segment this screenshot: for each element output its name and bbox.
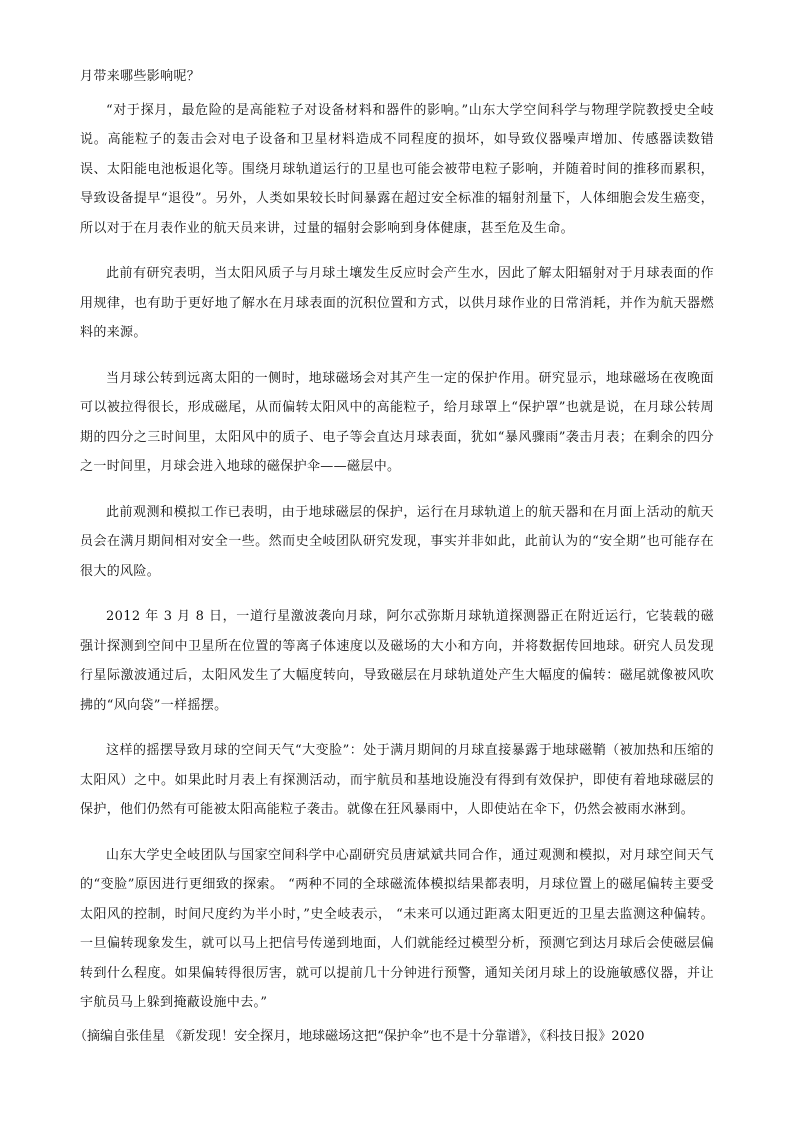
article-body [74, 62, 714, 1051]
paragraph-magnetosphere-protection: 当月球公转到远离太阳的一侧时，地球磁场会对其产生一定的保护作用。研究显示，地球磁场在夜晚面可以被拉得很长，形成磁尾，从而偏转太阳风中的高能粒子，给月球罩上“保护罩”也就是说，在月球公转周期的四分之三时间里，太阳风中的质子、电子等会直达月球表面，犹如“暴风骤雨”袭击月表；在剩余的四分之一时间里，月球会进入地球的磁保护伞——磁层中。 [80, 370, 714, 474]
paragraph-continuation: 月带来哪些影响呢？ [80, 69, 201, 84]
source-citation: （摘编自张佳星 《新发现！安全探月，地球磁场这把“保护伞”也不是十分靠谱》，《科技日报》2020 [74, 1028, 645, 1044]
paragraph-quote-shi-quanqi: “对于探月，最危险的是高能粒子对设备材料和器件的影响。”山东大学空间科学与物理学院教授史全岐说。高能粒子的轰击会对电子设备和卫星材料造成不同程度的损坏，如导致仪器噪声增加、传感器读数错误、太阳能电池板退化等。围绕月球轨道运行的卫星也可能会被带电粒子影响，并随着时间的推移而累积，导致设备提早“退役”。另外，人类如果较长时间暴露在超过安全标准的辐射剂量下，人体细胞会发生癌变，所以对于在月表作业的航天员来讲，过量的辐射会影响到身体健康，甚至危及生命。 [80, 102, 714, 236]
paragraph-research-collaboration: 山东大学史全岐团队与国家空间科学中心副研究员唐斌斌共同合作，通过观测和模拟，对月球空间天气的“变脸”原因进行更细致的探索。 “两种不同的全球磁流体模拟结果都表明，月球位置上的磁尾偏转主要受太阳风的控制，时间尺度约为半小时，”史全岐表示， “未来可以通过距离太阳更近的卫星去监测这种偏转。 一旦偏转现象发生，就可以马上把信号传递到地面，人们就能经过模型分析，预测它到达月球后会使磁层偏转到什么程度。如果偏转得很厉害，就可以提前几十分钟进行预警，通知关闭月球上的设施敏感仪器，并让宇航员马上躲到掩蔽设施中去。” [80, 847, 714, 1010]
paragraph-space-weather-change: 这样的摇摆导致月球的空间天气“大变脸”：处于满月期间的月球直接暴露于地球磁鞘（被加热和压缩的太阳风）之中。如果此时月表上有探测活动，而宇航员和基地设施没有得到有效保护，即使有着地球磁层的保护，他们仍然有可能被太阳高能粒子袭击。就像在狂风暴雨中，人即使站在伞下，仍然会被雨水淋到。 [80, 743, 714, 817]
paragraph-solar-wind-water: 此前有研究表明，当太阳风质子与月球土壤发生反应时会产生水，因此了解太阳辐射对于月球表面的作用规律，也有助于更好地了解水在月球表面的沉积位置和方式，以供月球作业的日常消耗，并作为航天器燃料的来源。 [80, 266, 714, 340]
paragraph-full-moon-safety: 此前观测和模拟工作已表明，由于地球磁层的保护，运行在月球轨道上的航天器和在月面上活动的航天员会在满月期间相对安全一些。然而史全岐团队研究发现，事实并非如此，此前认为的“安全期”也可能存在很大的风险。 [80, 504, 714, 579]
paragraph-2012-shock-wave: 2012 年 3 月 8 日，一道行星激波袭向月球，阿尔忒弥斯月球轨道探测器正在附近运行，它装载的磁强计探测到空间中卫星所在位置的等离子体速度以及磁场的大小和方向，并将数据传回地球。研究人员发现行星际激波通过后，太阳风发生了大幅度转向，导致磁层在月球轨道处产生大幅度的偏转：磁尾就像被风吹拂的“风向袋”一样摇摆。 [80, 609, 714, 713]
